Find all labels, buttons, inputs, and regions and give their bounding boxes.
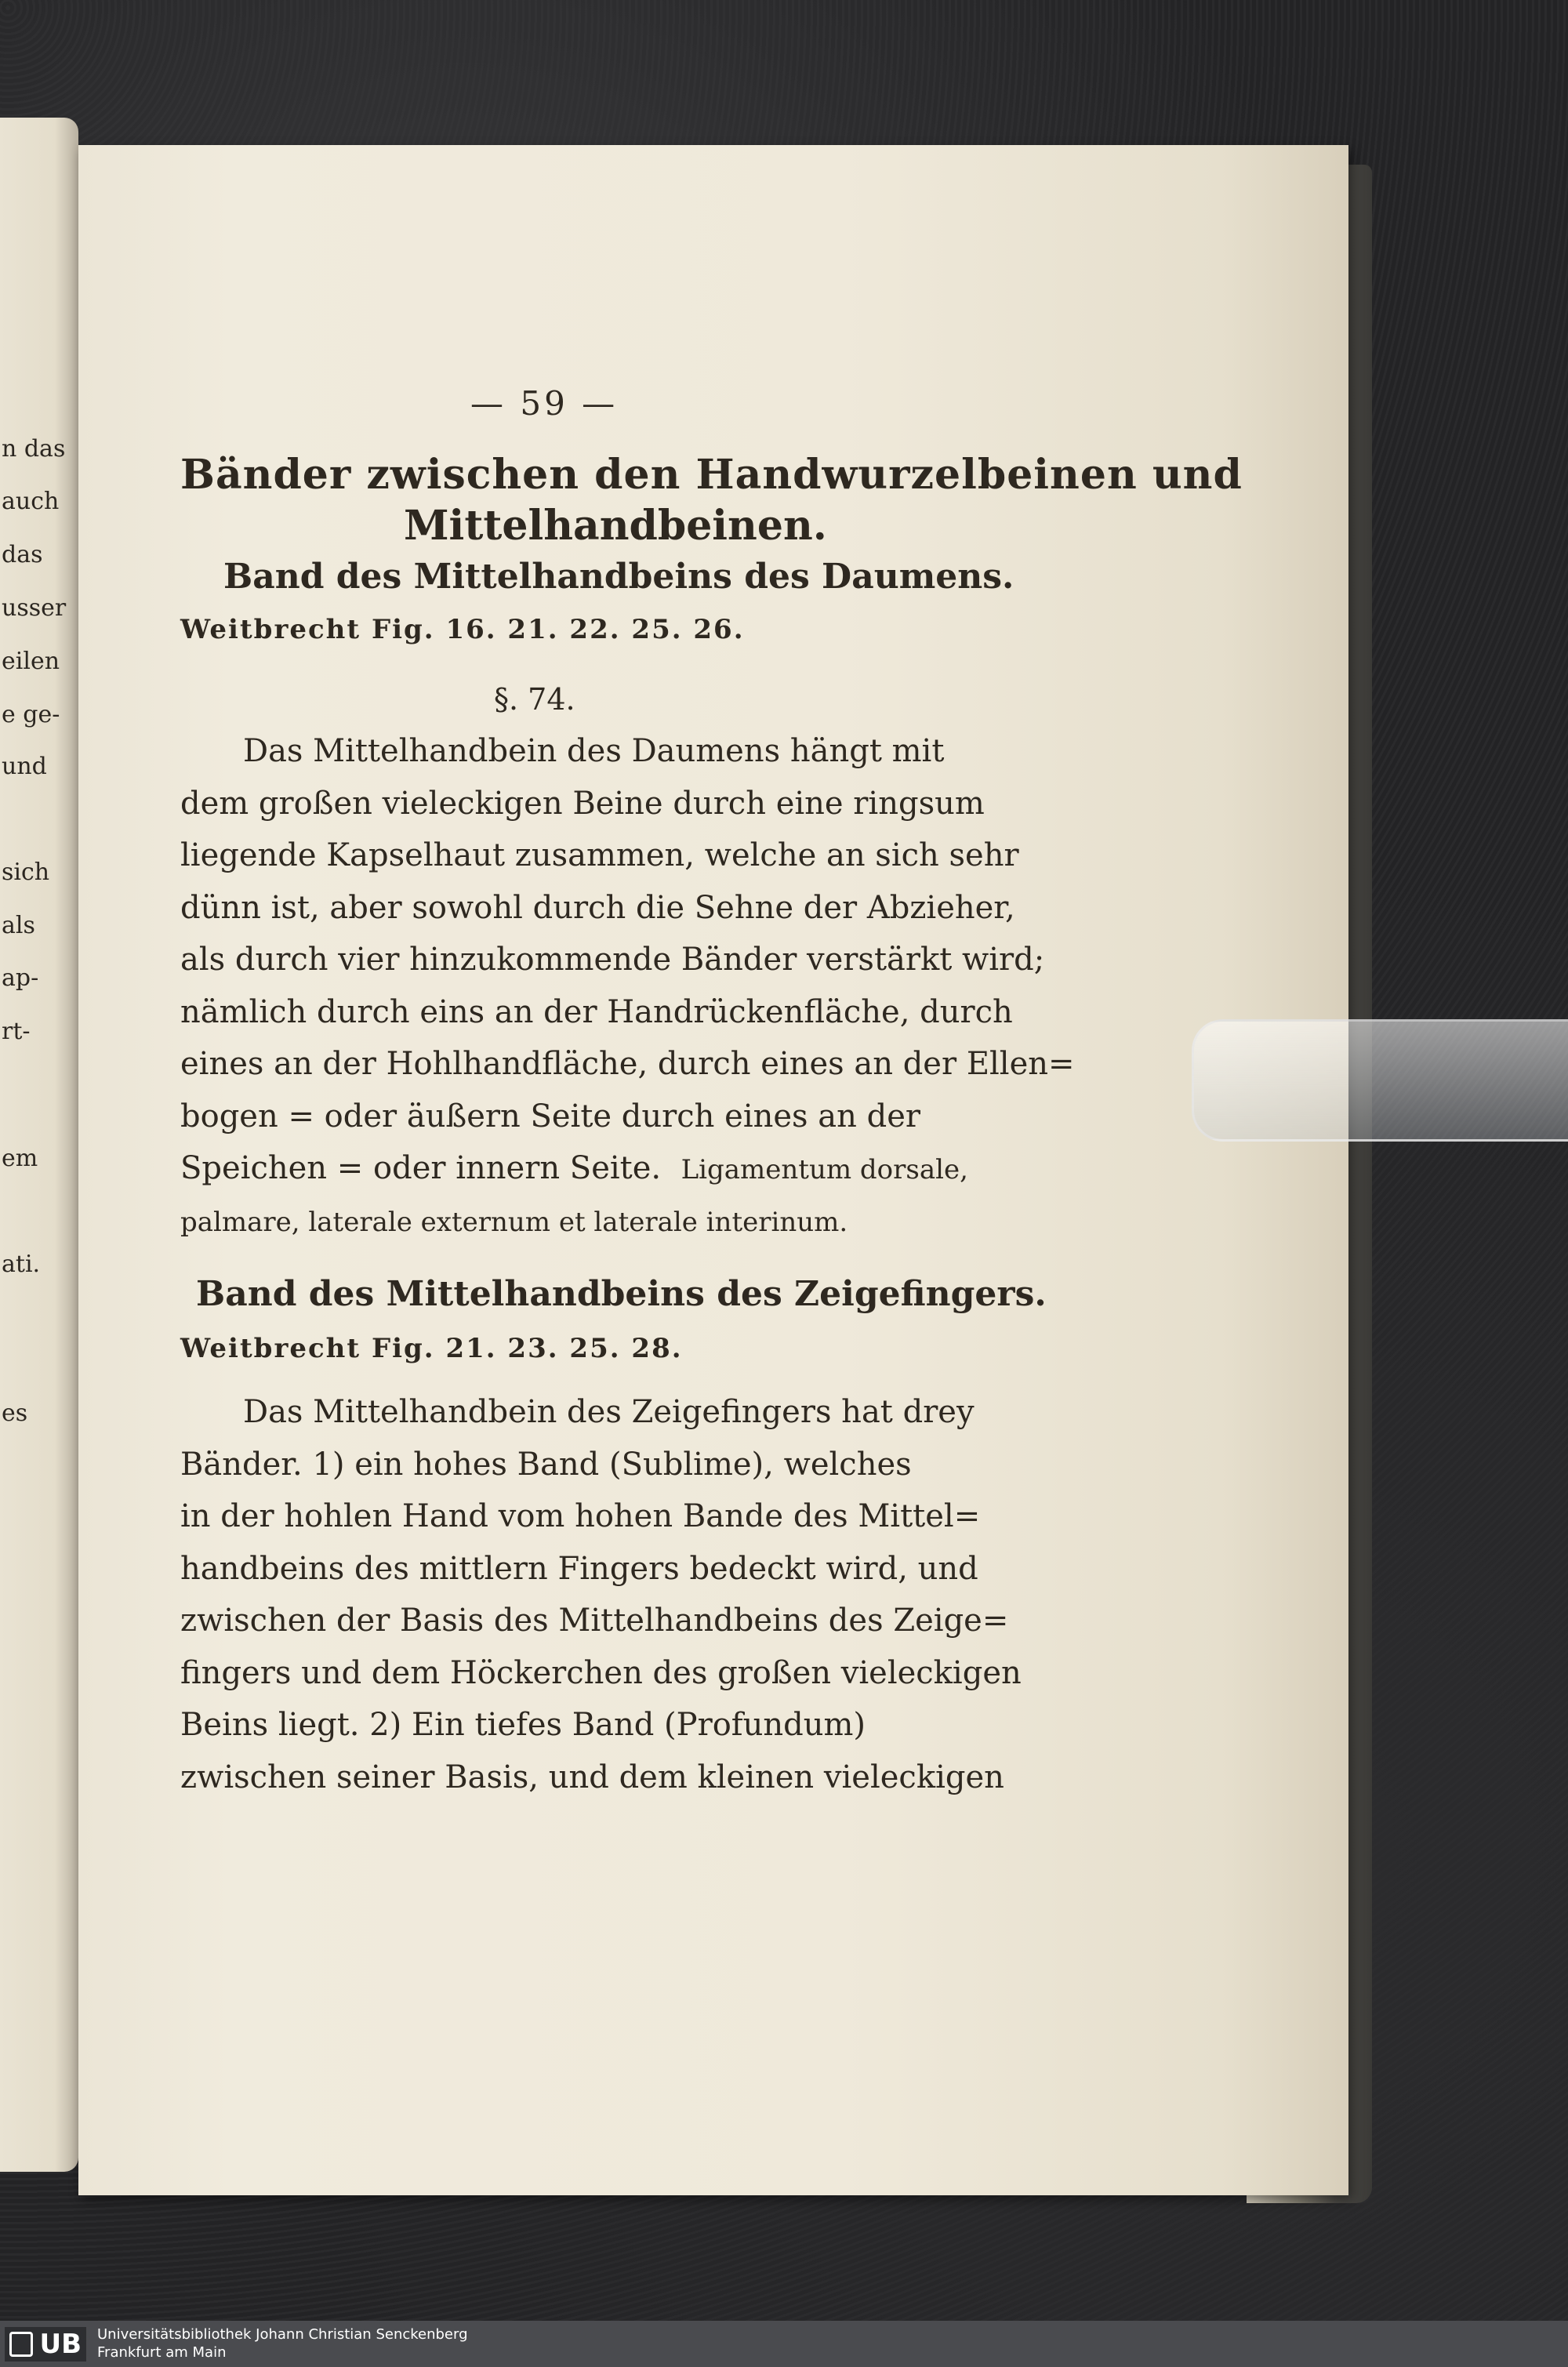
left-fragment: e ge-	[2, 701, 60, 728]
paragraph-mark: §. 74.	[494, 682, 575, 717]
body-line: bogen = oder äußern Seite durch eines an der	[180, 1098, 921, 1134]
left-fragment: em	[2, 1145, 38, 1172]
left-fragment: rt-	[2, 1018, 31, 1045]
body-line: Bänder. 1) ein hohes Band (Sublime), welches	[180, 1446, 912, 1483]
library-footer-bar	[0, 2321, 1568, 2367]
body-line: Das Mittelhandbein des Zeigefingers hat drey	[243, 1394, 975, 1430]
body-line: als durch vier hinzukommende Bänder verstärkt wird;	[180, 942, 1045, 978]
left-fragment: und	[2, 753, 47, 780]
body-line: liegende Kapselhaut zusammen, welche an sich sehr	[180, 837, 1019, 873]
heading-line-2: Mittelhandbeinen.	[404, 502, 827, 550]
body-line: eines an der Hohlhandfläche, durch eines an der Ellen=	[180, 1046, 1075, 1082]
body-line: handbeins des mittlern Fingers bedeckt wird, und	[180, 1550, 978, 1587]
body-line: zwischen seiner Basis, und dem kleinen vieleckigen	[180, 1759, 1004, 1795]
left-fragment: usser	[2, 594, 67, 622]
left-fragment: als	[2, 912, 35, 939]
body-line: nämlich durch eins an der Handrückenfläche, durch	[180, 993, 1013, 1030]
left-fragment: es	[2, 1400, 28, 1427]
body-line: fingers und dem Höckerchen des großen vieleckigen	[180, 1654, 1022, 1691]
body-line: dem großen vieleckigen Beine durch eine ringsum	[180, 785, 985, 822]
body-line: dünn ist, aber sowohl durch die Sehne der Abzieher,	[180, 889, 1015, 926]
latin-line: palmare, laterale externum et laterale interinum.	[180, 1206, 848, 1238]
body-line: Beins liegt. 2) Ein tiefes Band (Profundum)	[180, 1707, 866, 1743]
section1-title: Band des Mittelhandbeins des Daumens.	[223, 557, 1014, 597]
page-number: — 59 —	[470, 384, 619, 423]
body-line: Das Mittelhandbein des Daumens hängt mit	[243, 733, 945, 769]
body-line: zwischen der Basis des Mittelhandbeins des Zeige=	[180, 1603, 1009, 1639]
ub-logo-text: UB	[39, 2329, 82, 2360]
section1-body	[180, 725, 1075, 1248]
left-fragment: ati.	[2, 1251, 41, 1278]
left-fragment: eilen	[2, 648, 60, 675]
ub-logo-icon	[9, 2332, 33, 2357]
glass-page-holder	[1192, 1019, 1568, 1142]
section1-reference: Weitbrecht Fig. 16. 21. 22. 25. 26.	[180, 614, 745, 645]
latin-term: Ligamentum dorsale,	[681, 1154, 968, 1185]
body-line-with-latin	[180, 1142, 1075, 1196]
heading-line-1: Bänder zwischen den Handwurzelbeinen und	[180, 451, 1243, 499]
left-fragment: auch	[2, 488, 60, 515]
body-line: Speichen = oder innern Seite.	[180, 1150, 662, 1186]
section2-title: Band des Mittelhandbeins des Zeigefingers.	[196, 1274, 1047, 1314]
left-fragment: ap-	[2, 964, 39, 992]
library-name	[97, 2325, 468, 2362]
left-fragment: das	[2, 541, 43, 568]
section2-body	[180, 1386, 1022, 1803]
left-fragment: sich	[2, 859, 50, 886]
library-name-line1: Universitätsbibliothek Johann Christian Senckenberg	[97, 2326, 468, 2343]
body-line: in der hohlen Hand vom hohen Bande des Mittel=	[180, 1498, 981, 1534]
section2-reference: Weitbrecht Fig. 21. 23. 25. 28.	[180, 1333, 683, 1364]
left-fragment: n das	[2, 435, 66, 463]
ub-logo	[5, 2327, 86, 2362]
library-name-line2: Frankfurt am Main	[97, 2344, 227, 2361]
